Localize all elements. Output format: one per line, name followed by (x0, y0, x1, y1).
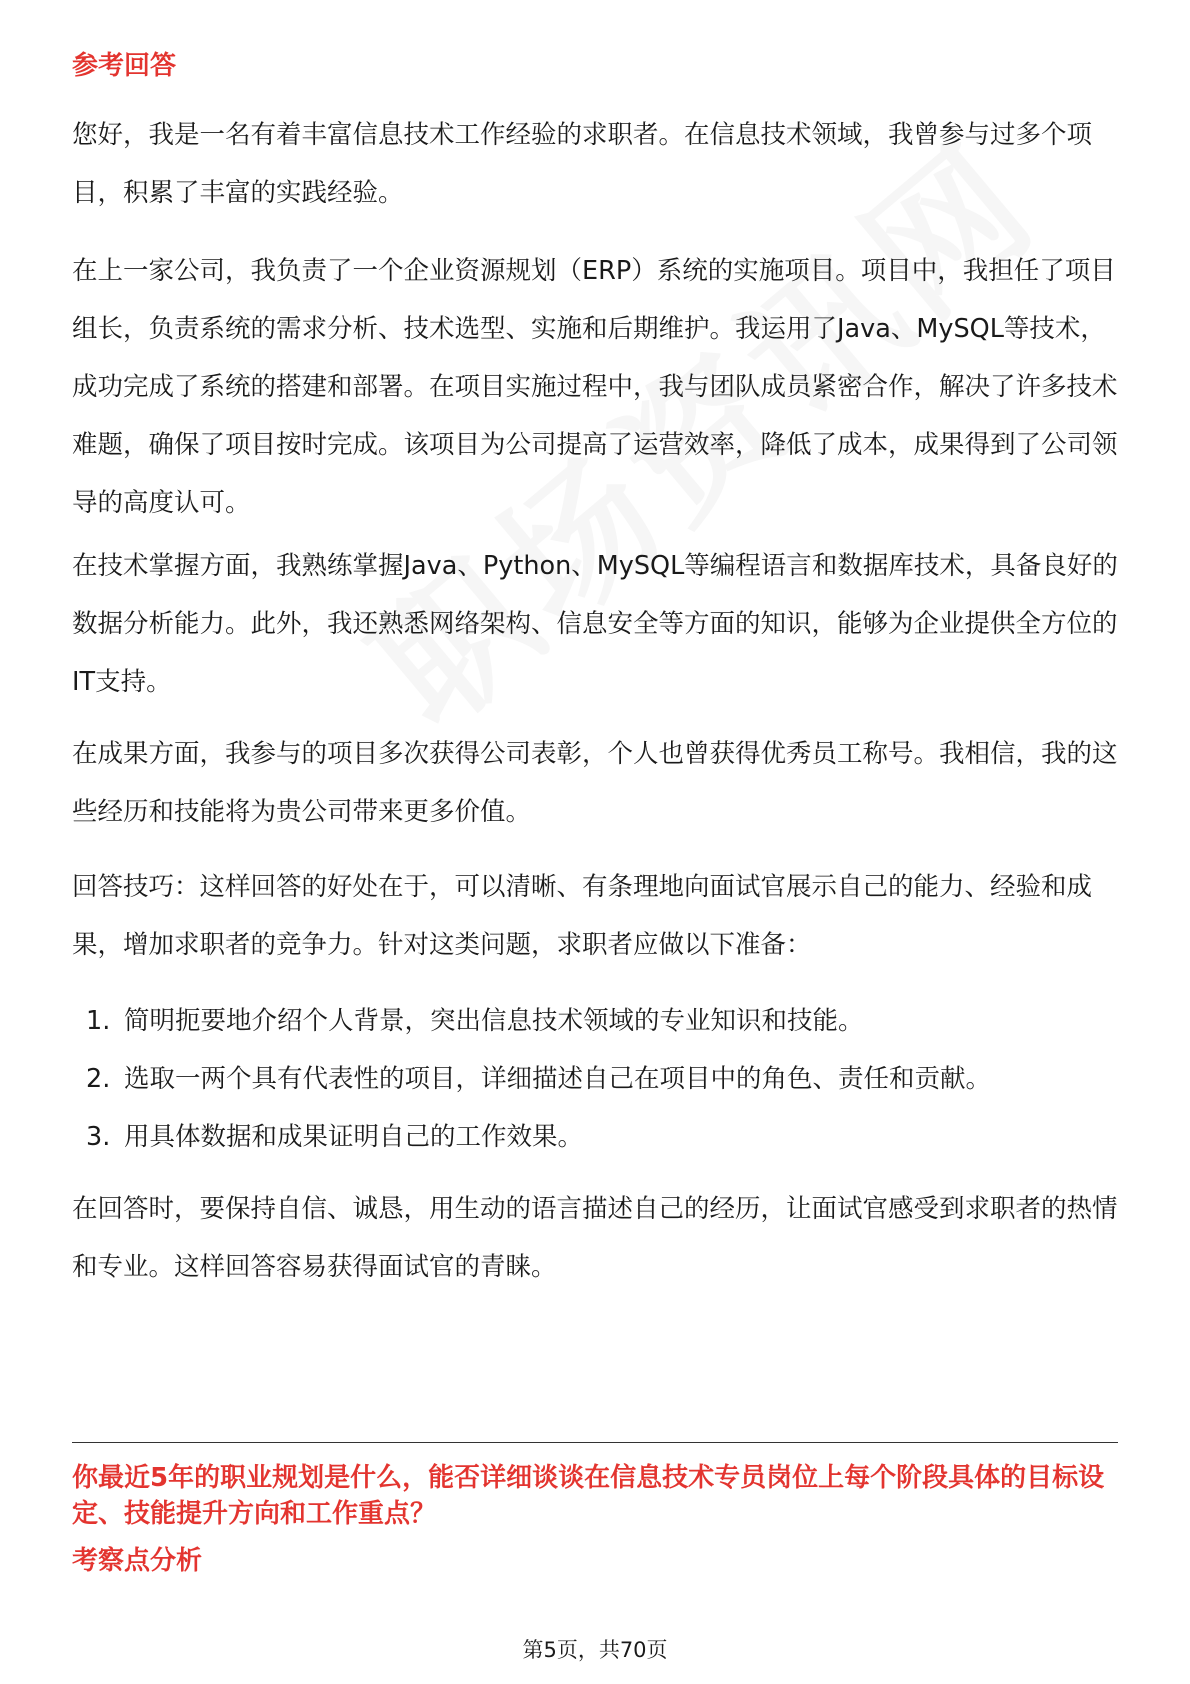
page-number: 第5页，共70页 (522, 1638, 668, 1662)
list-item-text: 选取一两个具有代表性的项目，详细描述自己在项目中的角色、责任和贡献。 (124, 1064, 992, 1094)
reference-answer-heading: 参考回答 (72, 51, 177, 81)
section-divider (72, 1442, 1118, 1443)
paragraph-erp-project: 在上一家公司，我负责了一个企业资源规划（ERP）系统的实施项目。项目中，我担任了项目组长，负责系统的需求分析、技术选型、实施和后期维护。我运用了Java、MySQL等技术，成功完成了系统的搭建和部署。在项目实施过程中，我与团队成员紧密合作，解决了许多技术难题，确保了项目按时完成。该项目为公司提高了运营效率，降低了成本，成果得到了公司领导的高度认可。 (72, 256, 1118, 518)
list-item-text: 简明扼要地介绍个人背景，突出信息技术领域的专业知识和技能。 (124, 1006, 864, 1036)
document-page (72, 0, 1118, 1684)
list-item-text: 用具体数据和成果证明自己的工作效果。 (124, 1122, 584, 1152)
list-item-number: 2. (86, 1064, 111, 1094)
list-item (72, 1050, 1118, 1108)
paragraph-tech-skills: 在技术掌握方面，我熟练掌握Java、Python、MySQL等编程语言和数据库技术，具备良好的数据分析能力。此外，我还熟悉网络架构、信息安全等方面的知识，能够为企业提供全方位的IT支持。 (72, 551, 1118, 697)
paragraph-intro: 您好，我是一名有着丰富信息技术工作经验的求职者。在信息技术领域，我曾参与过多个项目，积累了丰富的实践经验。 (72, 120, 1093, 208)
list-item-number: 3. (86, 1122, 111, 1152)
list-item-number: 1. (86, 1006, 111, 1036)
paragraph-answer-tips: 回答技巧：这样回答的好处在于，可以清晰、有条理地向面试官展示自己的能力、经验和成果，增加求职者的竞争力。针对这类问题，求职者应做以下准备： (72, 872, 1093, 960)
analysis-heading: 考察点分析 (72, 1546, 203, 1576)
next-question: 你最近5年的职业规划是什么，能否详细谈谈在信息技术专员岗位上每个阶段具体的目标设定、技能提升方向和工作重点？ (72, 1463, 1105, 1529)
list-item (72, 1108, 1118, 1166)
tips-list (72, 992, 1118, 1166)
list-item (72, 992, 1118, 1050)
paragraph-achievements: 在成果方面，我参与的项目多次获得公司表彰，个人也曾获得优秀员工称号。我相信，我的这些经历和技能将为贵公司带来更多价值。 (72, 739, 1118, 827)
paragraph-closing: 在回答时，要保持自信、诚恳，用生动的语言描述自己的经历，让面试官感受到求职者的热情和专业。这样回答容易获得面试官的青睐。 (72, 1194, 1118, 1282)
